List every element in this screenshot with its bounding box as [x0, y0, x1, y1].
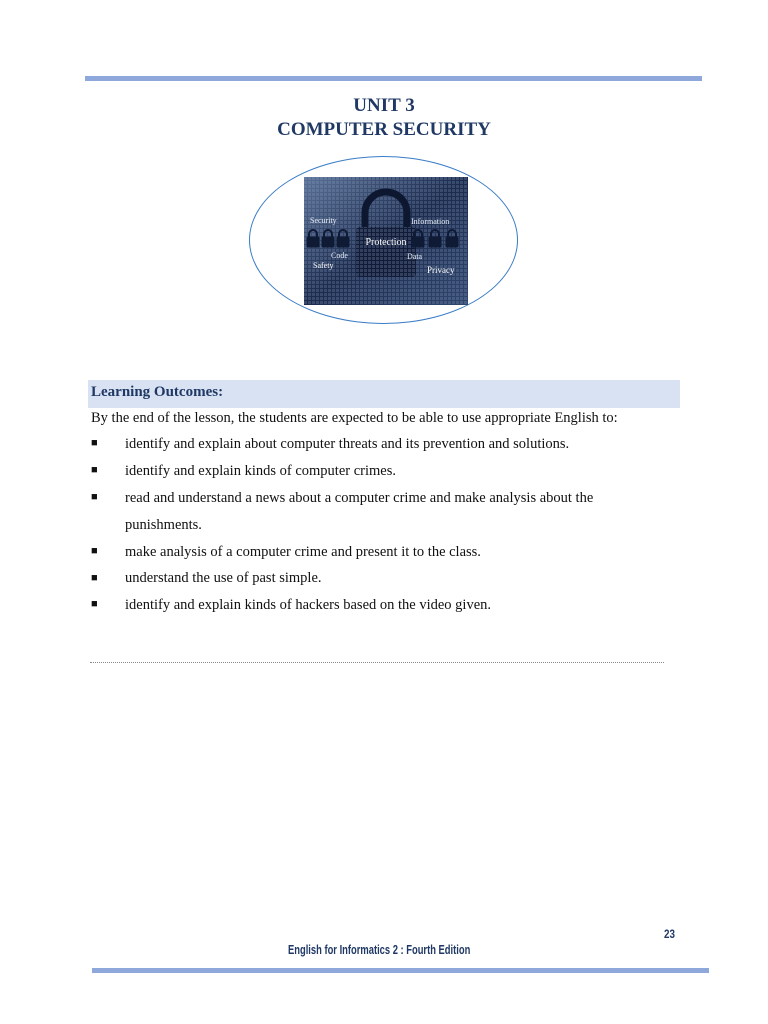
padlock-illustration	[304, 177, 468, 305]
bullet-icon: ■	[91, 545, 98, 557]
word-privacy: Privacy	[427, 265, 455, 275]
word-security: Security	[310, 216, 337, 225]
outcome-item: identify and explain kinds of computer crimes.	[125, 463, 396, 479]
word-code: Code	[331, 251, 348, 260]
outcome-item: identify and explain about computer threats and its prevention and solutions.	[125, 436, 570, 452]
footer-book-title: English for Informatics 2 : Fourth Edition	[288, 943, 471, 957]
word-data: Data	[407, 252, 423, 261]
bottom-rule	[92, 968, 709, 973]
unit-number: UNIT 3	[353, 95, 415, 116]
word-protection: Protection	[365, 237, 407, 248]
outcome-item: make analysis of a computer crime and present it to the class.	[125, 544, 481, 560]
top-rule	[85, 76, 702, 81]
learning-outcomes-heading: Learning Outcomes:	[91, 384, 224, 400]
word-safety: Safety	[313, 261, 334, 270]
bullet-icon: ■	[91, 491, 98, 503]
bullet-icon: ■	[91, 572, 98, 584]
word-information: Information	[411, 217, 450, 226]
bullet-icon: ■	[91, 464, 98, 476]
dotted-separator	[90, 662, 664, 663]
outcome-item-continued: punishments.	[125, 517, 202, 533]
outcome-item: read and understand a news about a computer crime and make analysis about the	[125, 490, 594, 506]
page-number: 23	[664, 927, 675, 941]
outcome-item: understand the use of past simple.	[125, 570, 322, 586]
bullet-icon: ■	[91, 437, 98, 449]
outcome-item: identify and explain kinds of hackers based on the video given.	[125, 597, 492, 613]
bullet-icon: ■	[91, 598, 98, 610]
unit-title: COMPUTER SECURITY	[277, 119, 491, 140]
learning-outcomes-intro: By the end of the lesson, the students are expected to be able to use appropriate English to:	[91, 410, 618, 426]
